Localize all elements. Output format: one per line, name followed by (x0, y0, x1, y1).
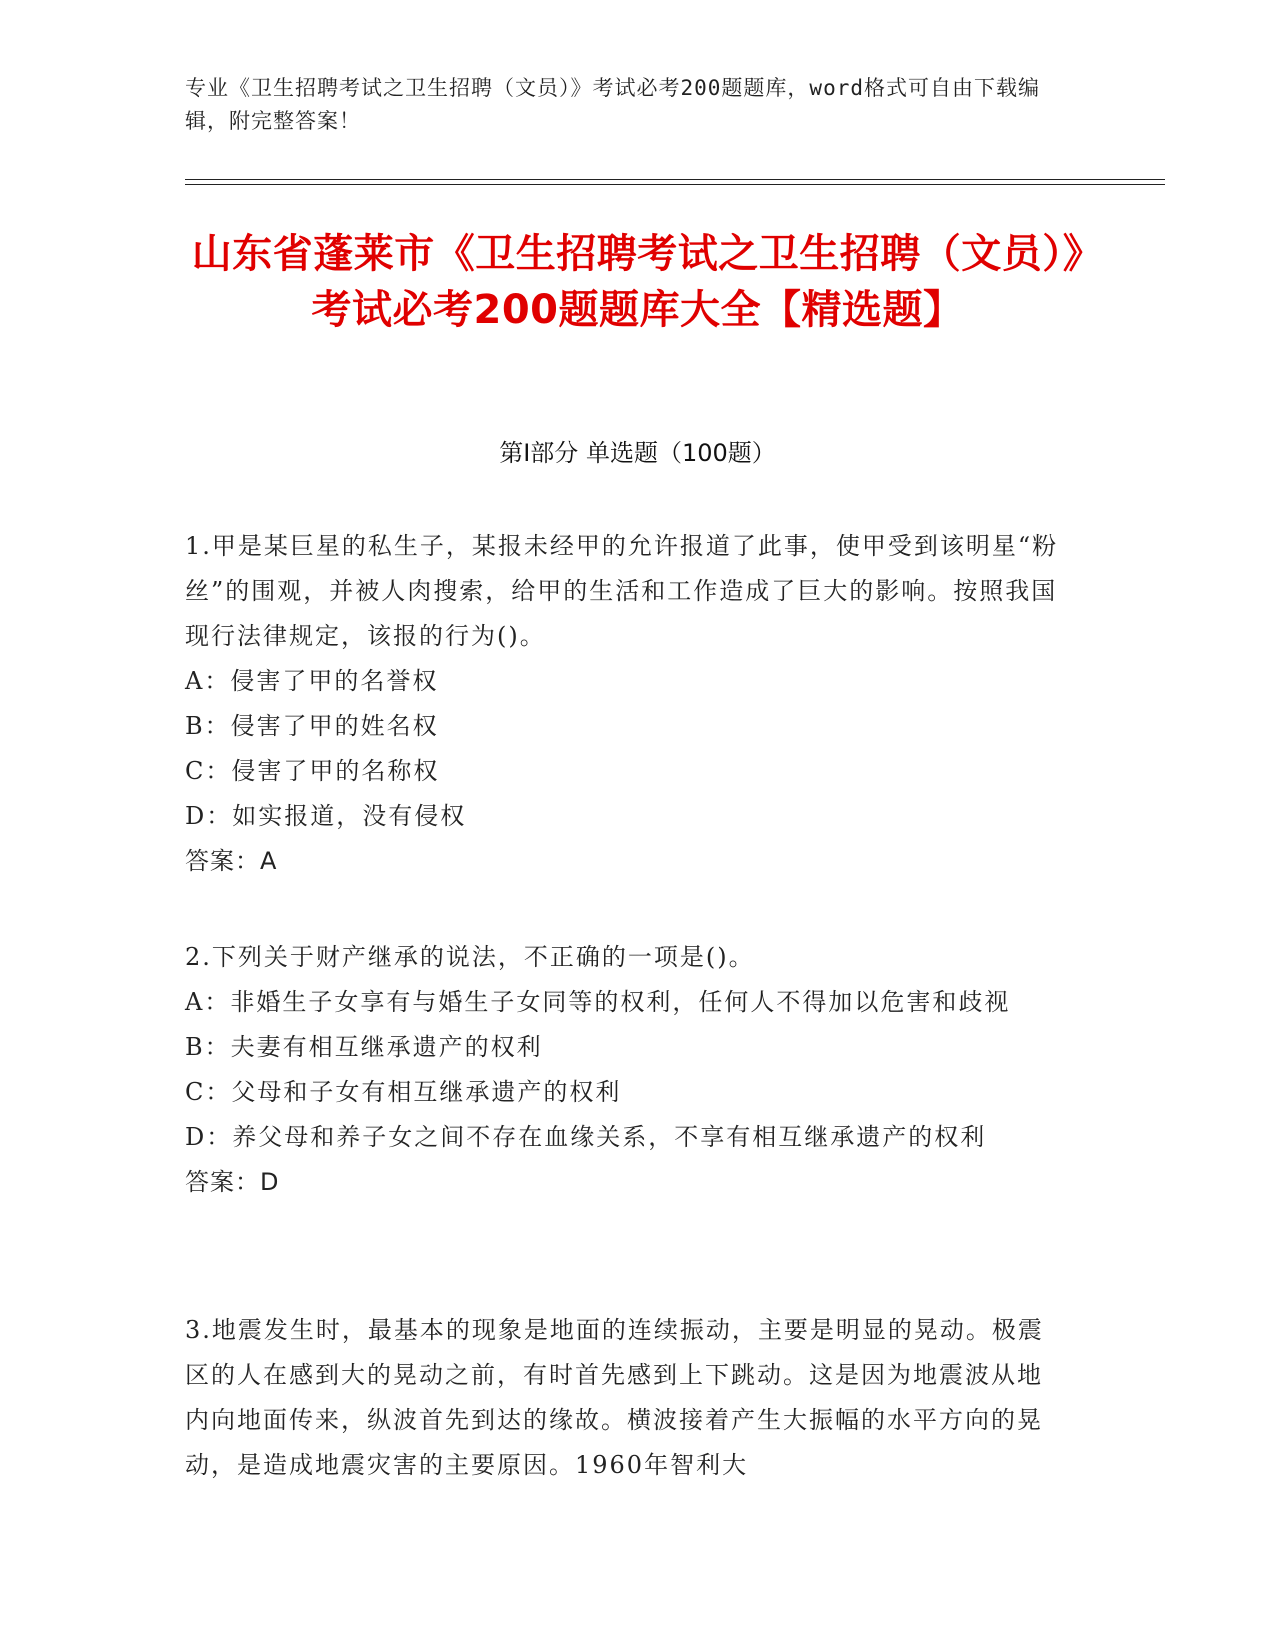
header-note: 专业《卫生招聘考试之卫生招聘（文员）》考试必考200题题库，word格式可自由下载编辑，附完整答案！ (185, 76, 1040, 133)
question-1 (185, 524, 1065, 884)
question-text: 2.下列关于财产继承的说法，不正确的一项是()。 (185, 943, 755, 971)
option-a: A：非婚生子女享有与婚生子女同等的权利，任何人不得加以危害和歧视 (185, 988, 1011, 1016)
answer-line: 答案：D (185, 1168, 280, 1196)
option-d: D：如实报道，没有侵权 (185, 802, 467, 830)
option-b: B：夫妻有相互继承遗产的权利 (185, 1033, 543, 1061)
document-title: 山东省蓬莱市《卫生招聘考试之卫生招聘（文员）》考试必考200题题库大全【精选题】 (191, 231, 1084, 333)
option-c: C：父母和子女有相互继承遗产的权利 (185, 1078, 622, 1106)
header-divider-bottom (185, 184, 1165, 185)
question-2 (185, 935, 1065, 1205)
option-d: D：养父母和养子女之间不存在血缘关系，不享有相互继承遗产的权利 (185, 1123, 987, 1151)
question-3 (185, 1308, 1065, 1488)
option-a: A：侵害了甲的名誉权 (185, 667, 439, 695)
header-divider-top (185, 179, 1165, 180)
option-c: C：侵害了甲的名称权 (185, 757, 440, 785)
question-text: 1.甲是某巨星的私生子，某报未经甲的允许报道了此事，使甲受到该明星“粉丝”的围观，并被人肉搜索，给甲的生活和工作造成了巨大的影响。按照我国现行法律规定，该报的行为()。 (185, 532, 1059, 650)
answer-line: 答案：A (185, 847, 278, 875)
option-b: B：侵害了甲的姓名权 (185, 712, 439, 740)
question-text: 3.地震发生时，最基本的现象是地面的连续振动，主要是明显的晃动。极震区的人在感到大的晃动之前，有时首先感到上下跳动。这是因为地震波从地内向地面传来，纵波首先到达的缘故。横波接着产生大振幅的水平方向的晃动，是造成地震灾害的主要原因。1960年智利大 (185, 1316, 1044, 1479)
section-heading: 第I部分 单选题（100题） (499, 439, 776, 467)
